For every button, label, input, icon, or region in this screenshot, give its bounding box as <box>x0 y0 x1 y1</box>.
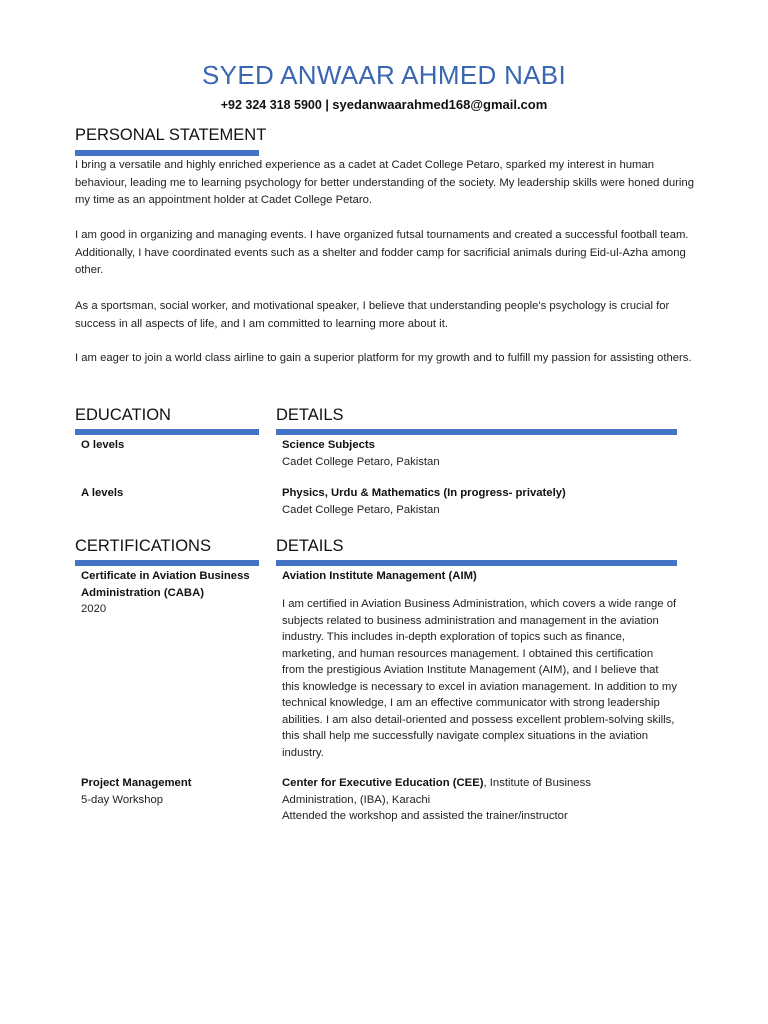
phone: +92 324 318 5900 <box>220 98 322 112</box>
certification-description-1: I am certified in Aviation Business Administration, which covers a wide range of subjects related to business administration and management in the aviation industry. This includes in-depth exploration of topics such as finance, marketing, and human resources management. I obtained this certification from the prestigious Aviation Institute Management (AIM), and I believe that this knowledge is necessary to excel in aviation management. In addition to my technical knowledge, I am an effective communicator with strong leadership abilities. I am also detail-oriented and possess excellent problem-solving skills, this shall help me successfully navigate complex situations in the aviation industry. <box>282 598 677 759</box>
statement-paragraph-1: I bring a versatile and highly enriched experience as a cadet at Cadet College Petaro, sparked my interest in human behaviour, leading me to learning psychology for better understanding of the society. My leadership skills were honed during my time as an appointment holder at Cadet College Petaro. <box>75 159 694 207</box>
certifications-details-rule <box>276 560 677 566</box>
certification-meta-2: 5-day Workshop <box>81 794 164 806</box>
certifications-rule <box>75 560 259 566</box>
education-level-1: O levels <box>81 439 125 451</box>
certification-org-2-rest: , Institute of Business Administration, (IBA), Karachi <box>282 777 591 806</box>
education-details-title: DETAILS <box>276 406 344 424</box>
education-title: EDUCATION <box>75 406 171 424</box>
statement-paragraph-2: I am good in organizing and managing events. I have organized futsal tournaments and created a successful football team. Additionally, I have coordinated events such as a shelter and fodder camp for sacrificial animals during Eid-ul-Azha among other. <box>75 229 689 277</box>
education-level-2: A levels <box>81 487 124 499</box>
personal-statement-title: PERSONAL STATEMENT <box>75 126 267 144</box>
education-rule <box>75 429 259 435</box>
certification-org-2: Center for Executive Education (CEE) <box>282 777 484 789</box>
certification-year-1: 2020 <box>81 603 107 615</box>
contact-separator: | <box>321 98 333 112</box>
certification-description-2: Attended the workshop and assisted the trainer/instructor <box>282 810 568 822</box>
statement-paragraph-3: As a sportsman, social worker, and motivational speaker, I believe that understanding people's psychology is crucial for success in all aspects of life, and I am committed to learning more about it. <box>75 300 670 330</box>
education-details-rule <box>276 429 677 435</box>
contact-line <box>0 97 768 112</box>
certifications-title: CERTIFICATIONS <box>75 537 211 555</box>
certifications-details-title: DETAILS <box>276 537 344 555</box>
certification-org-2-block <box>282 775 612 808</box>
statement-paragraph-4: I am eager to join a world class airline to gain a superior platform for my growth and to fulfill my passion for assisting others. <box>75 352 692 364</box>
candidate-name: SYED ANWAAR AHMED NABI <box>202 60 566 90</box>
certification-name-1: Certificate in Aviation Business Administration (CABA) <box>81 570 250 599</box>
education-subject-2: Physics, Urdu & Mathematics (In progress- privately) <box>282 487 566 499</box>
email: syedanwaarahmed168@gmail.com <box>332 97 548 112</box>
certification-name-2: Project Management <box>81 777 192 789</box>
education-subject-1: Science Subjects <box>282 439 375 451</box>
education-institution-1: Cadet College Petaro, Pakistan <box>282 456 440 468</box>
education-institution-2: Cadet College Petaro, Pakistan <box>282 504 440 516</box>
certification-org-1: Aviation Institute Management (AIM) <box>282 570 477 582</box>
personal-statement-rule <box>75 150 259 156</box>
